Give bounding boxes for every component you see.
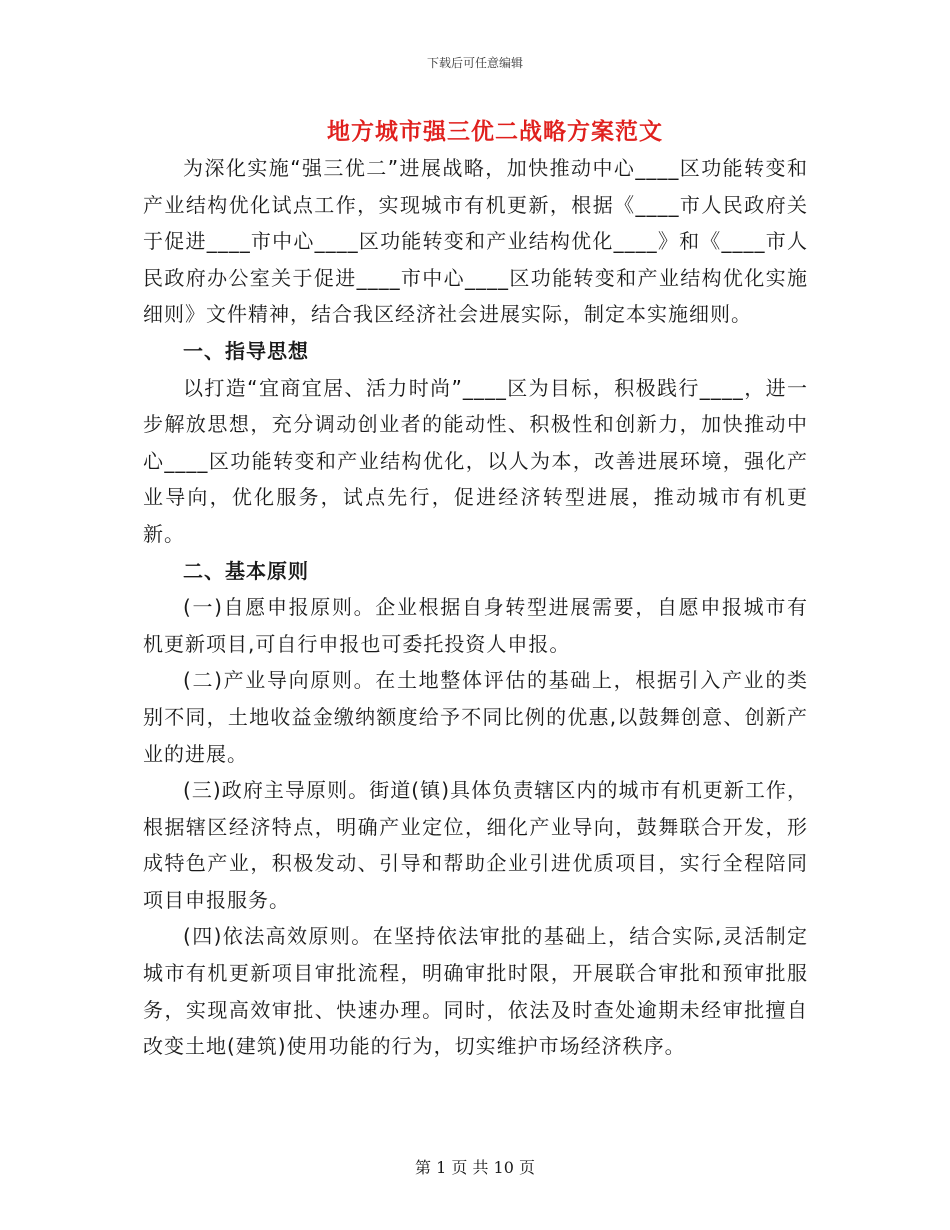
principle-paragraph: (三)政府主导原则。街道(镇)具体负责辖区内的城市有机更新工作，根据辖区经济特点，明确产业定位，细化产业导向，鼓舞联合开发，形成特色产业，积极发动、引导和帮助企业引进优质项目，实行全程陪同项目申报服务。 [143, 778, 808, 912]
intro-paragraph: 为深化实施“强三优二”进展战略，加快推动中心____区功能转变和产业结构优化试点工作，实现城市有机更新，根据《____市人民政府关于促进____市中心____区功能转变和产业结构优化____》和《____市人民政府办公室关于促进____市中心____区功能转变和产业结构优化实施细则》文件精神，结合我区经济社会进展实际，制定本实施细则。 [143, 156, 808, 327]
principle-paragraph: (二)产业导向原则。在土地整体评估的基础上，根据引入产业的类别不同，土地收益金缴纳额度给予不同比例的优惠,以鼓舞创意、创新产业的进展。 [143, 668, 808, 766]
page-footer: 第 1 页 共 10 页 [415, 1158, 535, 1177]
section-heading-basic-principles: 二、基本原则 [183, 558, 309, 583]
document-body [143, 150, 808, 1065]
principle-paragraph: (一)自愿申报原则。企业根据自身转型进展需要，自愿申报城市有机更新项目,可自行申报也可委托投资人申报。 [143, 595, 808, 656]
principle-paragraph: (四)依法高效原则。在坚持依法审批的基础上，结合实际,灵活制定城市有机更新项目审批流程，明确审批时限，开展联合审批和预审批服务，实现高效审批、快速办理。同时，依法及时查处逾期未经审批擅自改变土地(建筑)使用功能的行为，切实维护市场经济秩序。 [143, 924, 808, 1059]
document-title: 地方城市强三优二战略方案范文 [327, 119, 663, 145]
section-paragraph-guiding-ideology: 以打造“宜商宜居、活力时尚”____区为目标，积极践行____，进一步解放思想，充分调动创业者的能动性、积极性和创新力，加快推动中心____区功能转变和产业结构优化，以人为本，改善进展环境，强化产业导向，优化服务，试点先行，促进经济转型进展，推动城市有机更新。 [143, 375, 808, 546]
section-heading-guiding-ideology: 一、指导思想 [183, 338, 309, 363]
header-note: 下载后可任意编辑 [426, 56, 523, 70]
